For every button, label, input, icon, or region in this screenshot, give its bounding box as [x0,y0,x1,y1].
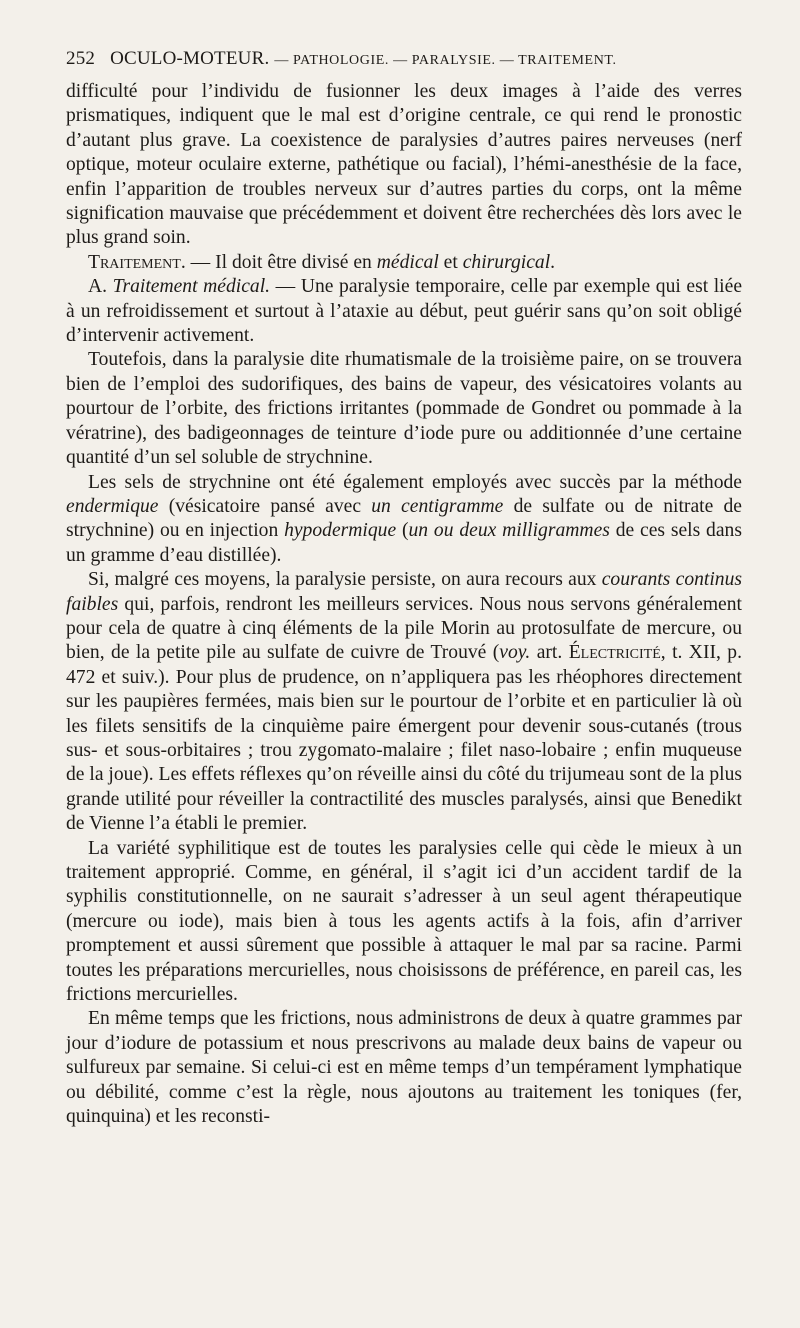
run-text: de ces sels dans un gramme d’eau distillée). [66,520,742,566]
run-italic: voy. [499,642,531,664]
run-italic: endermique [66,495,159,517]
run-italic: Traitement médical. [112,276,271,298]
paragraph-7: La variété syphilitique est de toutes les paralysies celle qui cède le mieux à un traitement approprié. Comme, en général, il s’agit ici d’un accident tardif de la syphilis constitutionnelle, on ne saurait s’adresser à un seul agent thérapeutique (mercure ou iode), mais bien à tous les agents actifs à la fois, afin d’arriver promptement et aussi sûrement que possible à attaquer le mal par sa racine. Parmi toutes les préparations mercurielles, nous choisissons de préférence, en pareil cas, les frictions mercurielles. [66,837,742,1006]
run-text: ( [396,520,409,542]
paragraph-2 [66,251,742,275]
paragraph-8: En même temps que les frictions, nous administrons de deux à quatre grammes par jour d’iodure de potassium et nous prescrivons au malade deux bains de vapeur ou sulfureux par semaine. Si celui-ci est en même temps d’un tempérament lymphatique ou débilité, comme c’est la règle, nous ajoutons au traitement les toniques (fer, quinquina) et les reconsti- [66,1008,742,1128]
run-heading: Traitement. [88,251,186,273]
run-italic: médical [376,251,439,273]
header-subsection: — PATHOLOGIE. — PARALYSIE. — TRAITEMENT. [274,53,617,68]
run-text: . [550,251,556,273]
paragraph-4: Toutefois, dans la paralysie dite rhumatismale de la troisième paire, on se trouvera bien de l’emploi des sudorifiques, des bains de vapeur, des vésicatoires volants au pourtour de l’orbite, des frictions irritantes (pommade de Gondret ou pommade à la vératrine), des badigeonnages de teinture d’iode pure ou additionnée d’une certaine quantité d’un sel soluble de strychnine. [66,349,742,469]
paragraph-3 [66,275,742,348]
run-smallcaps: Électricité [568,642,661,664]
page-number: 252 [66,48,96,69]
header-section: OCULO-MOTEUR. [110,48,270,69]
run-text: qui, parfois, rendront les meilleurs services. Nous nous servons généralement pour cela de quatre à cinq éléments de la pile Morin au protosulfate de mercure, ou bien, de la petite pile au sulfate de cuivre de Trouvé ( [66,593,742,664]
run-italic: courants continus faibles [66,569,743,615]
run-italic: chirurgical [462,251,551,273]
run-text: (vésicatoire pansé avec [158,495,372,517]
run-text: et [438,251,463,273]
run-text: art. [530,642,569,664]
run-text: Les sels de strychnine ont été également employés avec succès par la méthode [88,471,742,493]
run-text: Si, malgré ces moyens, la paralysie persiste, on aura recours aux [88,569,602,591]
paragraph-6 [66,568,742,836]
paragraph-1: difficulté pour l’individu de fusionner les deux images à l’aide des verres prismatiques, indiquent que le mal est d’origine centrale, ce qui rend le pronostic d’autant plus grave. La coexistence de paralysies d’autres paires nerveuses (nerf optique, moteur oculaire externe, pathétique ou facial), l’hémi-anesthésie de la face, enfin l’apparition de troubles nerveux sur d’autres parties du corps, ont la même signification mauvaise que précédemment et doivent être recherchées dès lors avec le plus grand soin. [66,81,742,249]
run-italic: hypodermique [284,520,397,542]
running-header [66,48,734,70]
run-text: de sulfate ou de nitrate de strychnine) ou en injection [66,495,742,542]
paragraph-5 [66,471,742,569]
run-text: — Une paralysie temporaire, celle par exemple qui est liée à un refroidissement et surtout à l’ataxie au début, peut guérir sans qu’on soit obligé d’intervenir activement. [66,276,743,347]
run-text: , t. XII, p. 472 et suiv.). Pour plus de prudence, on n’appliquera pas les rhéophores directement sur les paupières fermées, mais bien sur le pourtour de l’orbite et en particulier là où les filets sensitifs de la cinquième paire émergent pour devenir sous-cutanés (trous sus- et sous-orbitaires ; trou zygomato-malaire ; filet naso-lobaire ; enfin muqueuse de la joue). Les effets réflexes qu’on réveille ainsi du côté du trijumeau sont de la plus grande utilité pour réveiller la contractilité des muscles paralysés, ainsi que Benedikt de Vienne l’a établi le premier. [66,642,742,835]
run-italic: un centigramme [371,495,504,517]
body-text [66,80,742,1129]
run-text: — Il doit être divisé en [185,251,377,273]
run-italic: un ou deux milligrammes [408,520,610,542]
run-text: A. [88,276,113,298]
